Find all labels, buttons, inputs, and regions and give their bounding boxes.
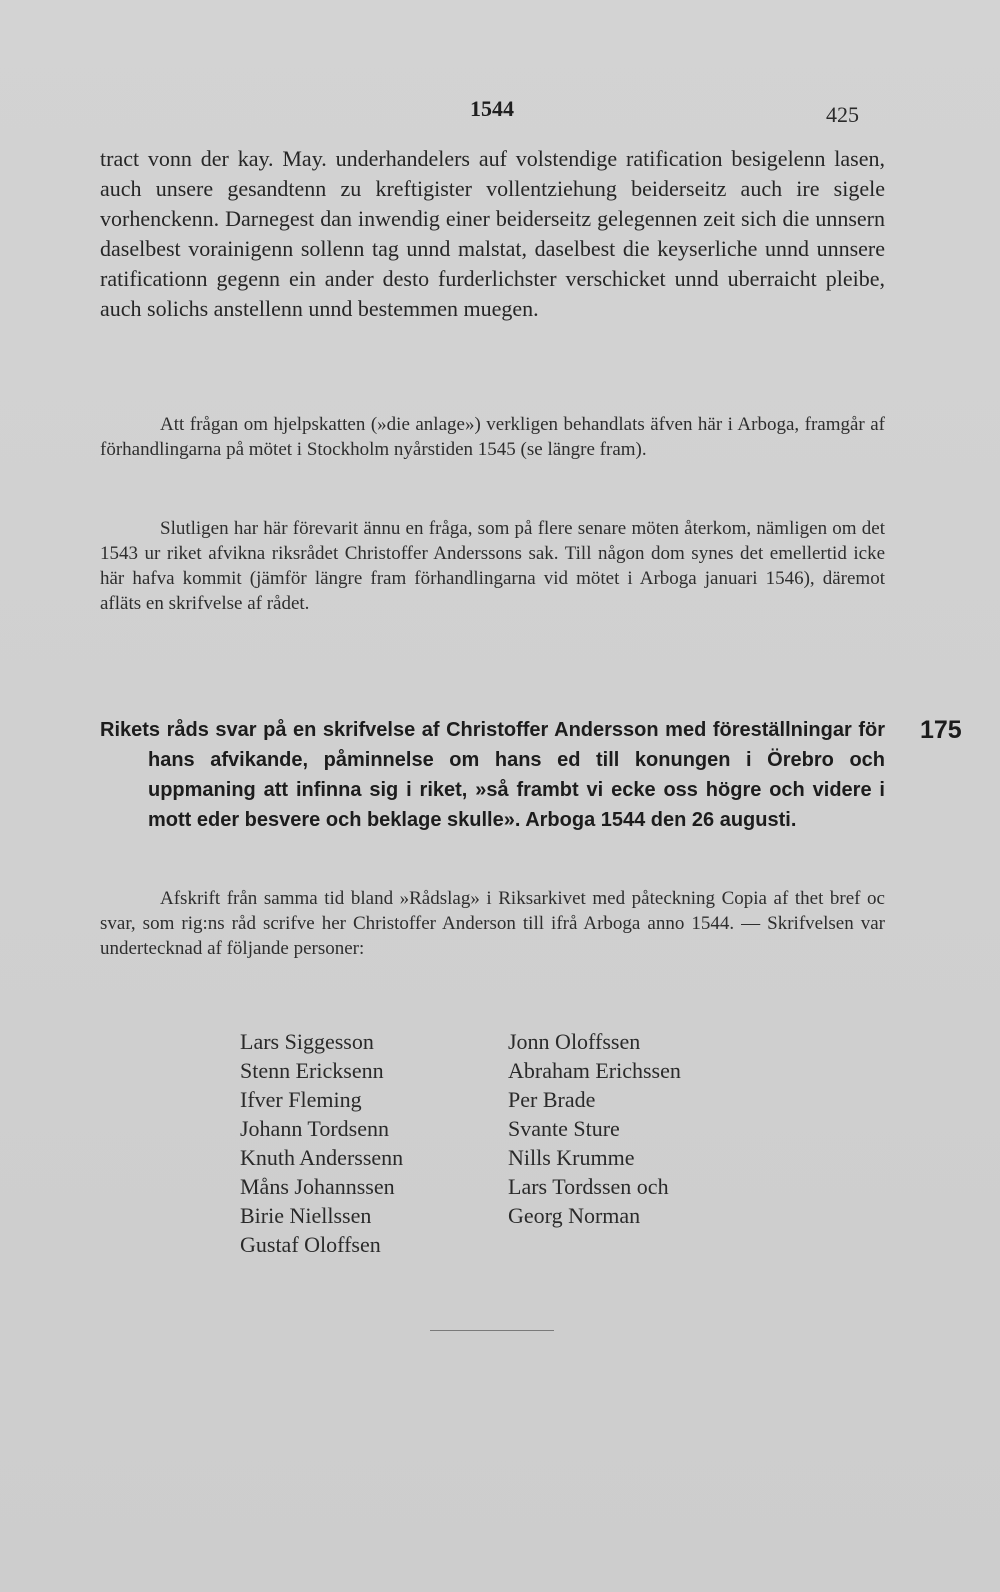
- document-heading: Rikets råds svar på en skrifvelse af Christoffer Andersson med föreställningar för hans afvikande, påminnelse om hans ed till konungen i Örebro och uppmaning att infinna sig i riket, »så frambt vi ecke oss högre och videre i mott eder besvere och beklage skulle». Arboga 1544 den 26 augusti.: [100, 719, 885, 831]
- signatory-name: Abraham Erichssen: [508, 1058, 681, 1083]
- signatory-name: Knuth Anderssenn: [240, 1145, 404, 1170]
- signatory-name: Svante Sture: [508, 1116, 620, 1141]
- signatory-name: Per Brade: [508, 1087, 596, 1112]
- signatory-name: Lars Tordssen och: [508, 1174, 669, 1199]
- signatory-name: Jonn Oloffssen: [508, 1029, 641, 1054]
- signatory-name: Gustaf Oloffsen: [240, 1232, 381, 1257]
- signatory-name: Stenn Ericksenn: [240, 1058, 384, 1083]
- body-paragraph-main: tract vonn der kay. May. underhandelers auf volstendige ratification besigelenn lasen, auch unsere gesandtenn zu kreftigister vollentziehung beiderseitz auch ire sigele vorhenckenn. Darnegest dan inwendig einer beiderseitz gelegennen zeit sich die unnsern daselbest vorainigenn sollenn tag unnd malstat, daselbest die keyserliche unnd unnsere ratificationn gegenn ein ander desto furderlichster verschicket unnd uberraicht pleibe, auch solichs anstellenn unnd bestemmen muegen.: [100, 146, 885, 321]
- signatory-name: Ifver Fleming: [240, 1087, 362, 1112]
- document-number: 175: [920, 716, 962, 744]
- signatory-name: Georg Norman: [508, 1203, 641, 1228]
- signatories-right-column: [508, 1027, 681, 1259]
- signatory-name: Nills Krumme: [508, 1145, 635, 1170]
- closing-divider: [430, 1330, 554, 1331]
- note-paragraph-hjelpskatten: Att frågan om hjelpskatten (»die anlage») verkligen behandlats äfven här i Arboga, framgår af förhandlingarna på mötet i Stockholm nyårstiden 1545 (se längre fram).: [100, 414, 885, 460]
- signatory-name: Birie Niellssen: [240, 1203, 372, 1228]
- page-number: 425: [826, 102, 859, 127]
- signatories-list: [240, 1027, 800, 1259]
- source-note-paragraph: Afskrift från samma tid bland »Rådslag» i Riksarkivet med påteckning Copia af thet bref oc svar, som rig:ns råd scrifve her Christoffer Anderson till ifrå Arboga anno 1544. — Skrifvelsen var undertecknad af följande personer:: [100, 888, 885, 959]
- signatories-left-column: [240, 1027, 508, 1259]
- running-header-year: 1544: [470, 96, 514, 121]
- note-paragraph-christoffer: Slutligen har här förevarit ännu en fråga, som på flere senare möten återkom, nämligen om det 1543 ur riket afvikna riksrådet Christoffer Anderssons sak. Till någon dom synes det emellertid icke här hafva kommit (jämför längre fram förhandlingarna vid mötet i Arboga januari 1546), däremot afläts en skrifvelse af rådet.: [100, 518, 885, 614]
- signatory-name: Måns Johannssen: [240, 1174, 395, 1199]
- signatory-name: Johann Tordsenn: [240, 1116, 389, 1141]
- signatory-name: Lars Siggesson: [240, 1029, 374, 1054]
